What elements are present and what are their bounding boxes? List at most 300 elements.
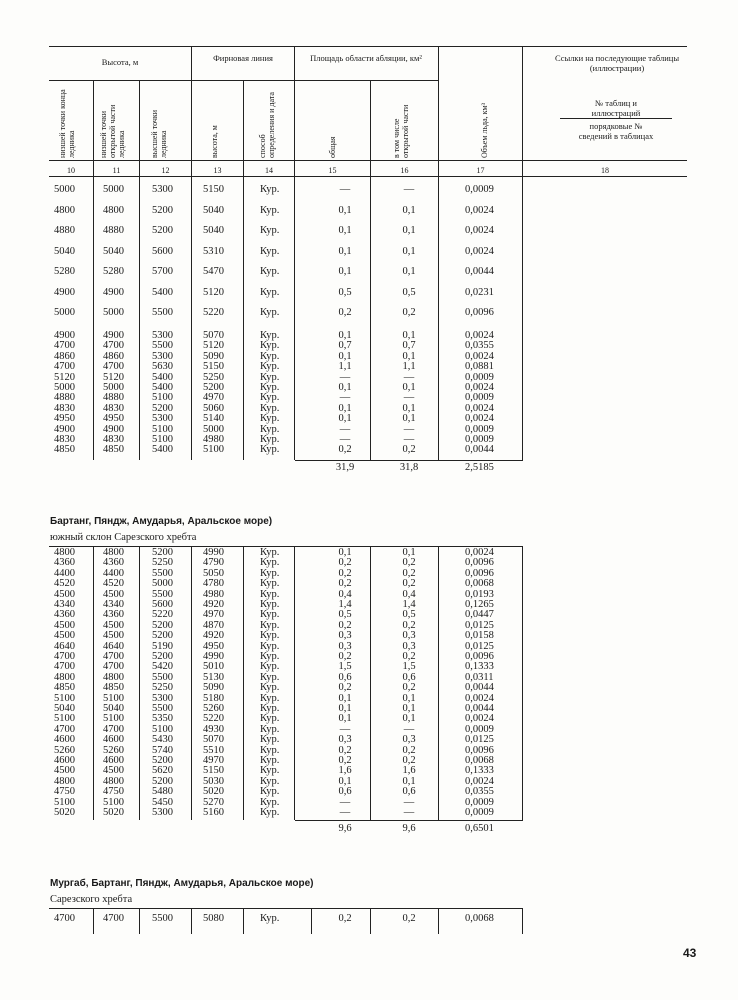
cell-area-open: 0,1 (402, 713, 416, 725)
cell-lowest-end: 5040 (54, 245, 75, 257)
cell-volume: 0,0355 (465, 340, 494, 352)
cell-highest: 5400 (152, 382, 173, 393)
cell-lowest-end: 4500 (54, 588, 75, 600)
cell-method: Кур. (260, 361, 280, 373)
cell-lowest-end: 4500 (54, 619, 75, 631)
cell-highest: 5200 (152, 651, 173, 662)
cell-highest: 5100 (152, 723, 173, 735)
cell-method: Кур. (260, 807, 280, 818)
cell-highest: 5100 (152, 434, 173, 445)
cell-firn-height: 4930 (203, 723, 224, 735)
cell-firn-height: 4920 (203, 630, 224, 642)
cell-lowest-end: 4850 (54, 682, 75, 694)
colnum-16: 16 (400, 166, 409, 175)
cell-volume: 0,0096 (465, 307, 494, 318)
cell-volume: 0,0009 (465, 807, 494, 818)
cell-lowest-open: 4880 (103, 392, 124, 404)
cell-area-total: 0,2 (338, 619, 352, 631)
cell-area-total: 0,1 (338, 204, 352, 216)
b3-vrule-c (191, 908, 192, 934)
cell-highest: 5500 (152, 307, 173, 318)
cell-volume: 0,0009 (465, 392, 494, 404)
cell-lowest-end: 5020 (54, 807, 75, 818)
cell-highest: 5100 (152, 392, 173, 404)
b3-vrule-b (139, 908, 140, 934)
block2-title: Бартанг, Пяндж, Амударья, Аральское море) (50, 516, 273, 527)
cell-area-total: 0,1 (338, 703, 352, 714)
cell-lowest-end: 4500 (54, 630, 75, 642)
cell-highest: 5300 (152, 330, 173, 341)
cell-lowest-open: 5020 (103, 807, 124, 818)
cell-highest: 5600 (152, 245, 173, 257)
refs-subheader-2: порядковые № сведений в таблицах (578, 121, 654, 141)
cell-area-total: 0,1 (338, 413, 352, 425)
cell-area-open: 0,1 (402, 402, 416, 414)
cell-firn-height: 5120 (203, 286, 224, 298)
cell-lowest-end: 4830 (54, 434, 75, 445)
cell-lowest-end: 4850 (54, 444, 75, 456)
cell-lowest-end: 5000 (54, 382, 75, 393)
cell-method: Кур. (260, 651, 280, 662)
cell-lowest-open: 5260 (103, 744, 124, 756)
block2-subtitle: южный склон Сарезского хребта (50, 532, 197, 543)
cell-area-open: 0,2 (402, 744, 416, 756)
cell-lowest-open: 4950 (103, 413, 124, 425)
cell-volume: 0,0125 (465, 734, 494, 746)
cell-lowest-open: 4830 (103, 402, 124, 414)
cell-method: Кур. (260, 713, 280, 725)
firn-group-header: Фирновая линия (213, 53, 273, 63)
cell-lowest-open: 4750 (103, 786, 124, 798)
cell-lowest-end: 4640 (54, 640, 75, 652)
cell-lowest-end: 4360 (54, 557, 75, 569)
cell-firn-height: 5040 (203, 225, 224, 236)
cell-area-open: 0,1 (402, 413, 416, 425)
cell-area-total: 0,1 (338, 402, 352, 414)
vrule-d (243, 80, 244, 460)
cell-method: Кур. (260, 786, 280, 798)
cell-lowest-open: 4520 (103, 578, 124, 590)
cell-highest: 5500 (152, 913, 173, 924)
cell-method: Кур. (260, 204, 280, 216)
page-number: 43 (683, 946, 697, 960)
cell-lowest-end: 4880 (54, 392, 75, 404)
cell-area-open: 0,2 (402, 619, 416, 631)
cell-lowest-open: 4700 (103, 913, 124, 924)
cell-lowest-end: 4800 (54, 775, 75, 787)
cell-firn-height: 5150 (203, 361, 224, 373)
height-group-header: Высота, м (101, 57, 139, 67)
cell-firn-height: 5270 (203, 796, 224, 808)
cell-highest: 5420 (152, 661, 173, 673)
cell-volume: 0,0024 (465, 413, 494, 425)
cell-volume: 0,0096 (465, 651, 494, 662)
cell-volume: 0,0125 (465, 619, 494, 631)
cell-lowest-open: 5100 (103, 692, 124, 704)
cell-firn-height: 5100 (203, 444, 224, 456)
cell-method: Кур. (260, 609, 280, 621)
cell-highest: 5200 (152, 619, 173, 631)
cell-area-open: 0,6 (402, 786, 416, 798)
cell-lowest-open: 4700 (103, 340, 124, 352)
cell-method: Кур. (260, 382, 280, 393)
b3-vrule-f (370, 908, 371, 934)
cell-firn-height: 4970 (203, 609, 224, 621)
cell-lowest-end: 4900 (54, 330, 75, 341)
cell-lowest-open: 4400 (103, 567, 124, 579)
cell-highest: 5200 (152, 547, 173, 558)
cell-firn-height: 5150 (203, 184, 224, 195)
b3-vrule-h (522, 908, 523, 934)
cell-area-open: 1,6 (402, 765, 416, 777)
cell-lowest-open: 4800 (103, 671, 124, 683)
cell-highest: 5400 (152, 371, 173, 383)
cell-lowest-open: 4850 (103, 682, 124, 694)
cell-volume: 0,0044 (465, 682, 494, 694)
col11-header: низшей точки открытой части ледника (99, 104, 126, 158)
cell-lowest-open: 4900 (103, 423, 124, 435)
cell-area-open: 0,3 (402, 630, 416, 642)
colnum-18: 18 (601, 166, 609, 175)
block3-title: Мургаб, Бартанг, Пяндж, Амударья, Аральское море) (50, 878, 314, 889)
cell-lowest-end: 4700 (54, 723, 75, 735)
cell-area-total: — (339, 807, 351, 818)
area-group-rule (295, 80, 438, 81)
cell-lowest-end: 5040 (54, 703, 75, 714)
cell-lowest-open: 4900 (103, 330, 124, 341)
cell-area-open: 0,1 (402, 382, 416, 393)
cell-volume: 0,0024 (465, 204, 494, 216)
cell-lowest-end: 4700 (54, 340, 75, 352)
cell-method: Кур. (260, 671, 280, 683)
block3-top-rule (49, 908, 522, 909)
cell-method: Кур. (260, 557, 280, 569)
cell-method: Кур. (260, 392, 280, 404)
cell-firn-height: 4790 (203, 557, 224, 569)
cell-lowest-open: 4800 (103, 775, 124, 787)
cell-lowest-end: 5280 (54, 266, 75, 277)
cell-firn-height: 5070 (203, 330, 224, 341)
cell-firn-height: 5030 (203, 775, 224, 787)
cell-lowest-open: 4500 (103, 630, 124, 642)
cell-firn-height: 4950 (203, 640, 224, 652)
cell-lowest-end: 4750 (54, 786, 75, 798)
cell-lowest-end: 4500 (54, 765, 75, 777)
cell-area-total: — (339, 423, 351, 435)
col12-header: высшей точки ледника (150, 109, 168, 158)
cell-area-open: — (403, 423, 415, 435)
cell-area-open: — (403, 796, 415, 808)
block2-total-area: 9,6 (338, 823, 352, 834)
colnum-10: 10 (67, 166, 75, 175)
cell-lowest-open: 4880 (103, 225, 124, 236)
cell-method: Кур. (260, 423, 280, 435)
cell-volume: 0,0044 (465, 266, 494, 277)
cell-highest: 5200 (152, 402, 173, 414)
cell-lowest-end: 5100 (54, 796, 75, 808)
cell-area-total: 0,2 (338, 307, 352, 318)
cell-firn-height: 5260 (203, 703, 224, 714)
cell-area-open: 0,1 (402, 350, 416, 362)
cell-lowest-open: 4340 (103, 599, 124, 610)
vrule-e (294, 46, 295, 460)
cell-highest: 5300 (152, 350, 173, 362)
cell-highest: 5350 (152, 713, 173, 725)
cell-highest: 5300 (152, 807, 173, 818)
cell-highest: 5300 (152, 184, 173, 195)
cell-method: Кур. (260, 640, 280, 652)
cell-method: Кур. (260, 547, 280, 558)
cell-highest: 5200 (152, 630, 173, 642)
cell-volume: 0,0024 (465, 382, 494, 393)
cell-area-open: 0,1 (402, 775, 416, 787)
cell-area-open: 0,1 (402, 692, 416, 704)
cell-highest: 5700 (152, 266, 173, 277)
cell-area-open: 0,1 (402, 204, 416, 216)
cell-volume: 0,0009 (465, 371, 494, 383)
cell-firn-height: 4990 (203, 651, 224, 662)
cell-firn-height: 5510 (203, 744, 224, 756)
colnum-13: 13 (213, 166, 222, 175)
cell-volume: 0,0044 (465, 444, 494, 456)
cell-method: Кур. (260, 682, 280, 694)
cell-area-total: 0,1 (338, 713, 352, 725)
cell-area-open: 0,6 (402, 671, 416, 683)
cell-volume: 0,1333 (465, 765, 494, 777)
refs-subrule (560, 118, 672, 119)
cell-area-open: 0,2 (402, 557, 416, 569)
cell-method: Кур. (260, 371, 280, 383)
cell-area-total: 0,1 (338, 330, 352, 341)
cell-lowest-end: 4600 (54, 734, 75, 746)
colnum-bottom-rule (49, 176, 687, 177)
cell-lowest-end: 4700 (54, 651, 75, 662)
cell-volume: 0,0024 (465, 350, 494, 362)
cell-highest: 5220 (152, 609, 173, 621)
cell-volume: 0,0044 (465, 703, 494, 714)
block3-subtitle: Сарезского хребта (50, 894, 133, 905)
vrule-a (93, 80, 94, 460)
cell-lowest-open: 4800 (103, 547, 124, 558)
cell-area-open: 0,5 (402, 286, 416, 298)
cell-area-total: — (339, 184, 351, 195)
block2-total-open: 9,6 (402, 823, 416, 834)
cell-firn-height: 5180 (203, 692, 224, 704)
refs-group-header: Ссылки на последующие таблицы (иллюстрации) (554, 53, 680, 73)
cell-firn-height: 5000 (203, 423, 224, 435)
cell-highest: 5450 (152, 796, 173, 808)
cell-highest: 5740 (152, 744, 173, 756)
cell-method: Кур. (260, 225, 280, 236)
cell-firn-height: 5010 (203, 661, 224, 673)
b3-vrule-e (311, 908, 312, 934)
b2-vrule-h (522, 546, 523, 820)
cell-area-open: 0,2 (402, 578, 416, 590)
cell-area-total: 0,3 (338, 630, 352, 642)
cell-method: Кур. (260, 775, 280, 787)
cell-method: Кур. (260, 184, 280, 195)
cell-area-total: 0,1 (338, 382, 352, 393)
cell-highest: 5500 (152, 671, 173, 683)
col16-header: в том числе открытой части (392, 104, 410, 158)
cell-volume: 0,0009 (465, 184, 494, 195)
cell-highest: 5400 (152, 286, 173, 298)
b2-vrule-a (93, 546, 94, 820)
vrule-g (438, 46, 439, 460)
cell-firn-height: 4970 (203, 755, 224, 766)
cell-firn-height: 5220 (203, 307, 224, 318)
cell-lowest-open: 4360 (103, 609, 124, 621)
cell-area-open: 0,5 (402, 609, 416, 621)
cell-volume: 0,0068 (465, 755, 494, 766)
cell-method: Кур. (260, 413, 280, 425)
cell-area-total: 0,1 (338, 245, 352, 257)
cell-firn-height: 5470 (203, 266, 224, 277)
cell-volume: 0,0024 (465, 245, 494, 257)
cell-volume: 0,0024 (465, 692, 494, 704)
cell-method: Кур. (260, 340, 280, 352)
cell-method: Кур. (260, 630, 280, 642)
cell-highest: 5480 (152, 786, 173, 798)
cell-lowest-end: 5000 (54, 307, 75, 318)
cell-firn-height: 5120 (203, 340, 224, 352)
vrule-c (191, 46, 192, 460)
cell-firn-height: 5090 (203, 682, 224, 694)
b2-vrule-e (294, 546, 295, 820)
cell-highest: 5500 (152, 703, 173, 714)
table-top-rule (49, 46, 687, 47)
cell-highest: 5300 (152, 413, 173, 425)
cell-area-total: 0,2 (338, 557, 352, 569)
cell-volume: 0,0447 (465, 609, 494, 621)
cell-method: Кур. (260, 266, 280, 277)
vrule-h (522, 46, 523, 460)
cell-lowest-end: 5120 (54, 371, 75, 383)
cell-volume: 0,0096 (465, 744, 494, 756)
cell-area-total: 0,2 (338, 651, 352, 662)
cell-area-open: 0,2 (402, 307, 416, 318)
block2-total-rule (295, 820, 523, 821)
block2-total-volume: 0,6501 (465, 823, 494, 834)
cell-area-total: 0,2 (338, 755, 352, 766)
cell-volume: 0,0193 (465, 588, 494, 600)
cell-volume: 0,0009 (465, 796, 494, 808)
cell-firn-height: 4920 (203, 599, 224, 610)
cell-lowest-end: 5100 (54, 713, 75, 725)
cell-area-open: 0,4 (402, 588, 416, 600)
cell-volume: 0,0024 (465, 402, 494, 414)
cell-lowest-end: 5000 (54, 184, 75, 195)
cell-volume: 0,0231 (465, 286, 494, 298)
cell-highest: 5400 (152, 444, 173, 456)
cell-lowest-open: 4860 (103, 350, 124, 362)
cell-lowest-open: 5280 (103, 266, 124, 277)
cell-volume: 0,0125 (465, 640, 494, 652)
cell-lowest-open: 4800 (103, 204, 124, 216)
cell-firn-height: 5250 (203, 371, 224, 383)
cell-area-open: 0,1 (402, 266, 416, 277)
cell-firn-height: 4780 (203, 578, 224, 590)
cell-method: Кур. (260, 578, 280, 590)
cell-firn-height: 5040 (203, 204, 224, 216)
cell-method: Кур. (260, 661, 280, 673)
cell-area-total: — (339, 392, 351, 404)
cell-area-open: 0,2 (402, 682, 416, 694)
cell-firn-height: 5310 (203, 245, 224, 257)
cell-volume: 0,1333 (465, 661, 494, 673)
cell-area-total: 1,5 (338, 661, 352, 673)
b2-vrule-c (191, 546, 192, 820)
cell-highest: 5500 (152, 588, 173, 600)
cell-area-total: 0,1 (338, 266, 352, 277)
cell-method: Кур. (260, 286, 280, 298)
cell-volume: 0,0068 (465, 578, 494, 590)
cell-area-total: 0,2 (338, 444, 352, 456)
cell-volume: 0,0009 (465, 723, 494, 735)
cell-volume: 0,0024 (465, 225, 494, 236)
cell-firn-height: 5140 (203, 413, 224, 425)
b2-vrule-f (370, 546, 371, 820)
cell-lowest-end: 4520 (54, 578, 75, 590)
cell-highest: 5620 (152, 765, 173, 777)
cell-area-open: 1,1 (402, 361, 416, 373)
cell-method: Кур. (260, 588, 280, 600)
cell-firn-height: 5060 (203, 402, 224, 414)
cell-lowest-end: 4400 (54, 567, 75, 579)
cell-method: Кур. (260, 307, 280, 318)
cell-lowest-open: 4360 (103, 557, 124, 569)
cell-area-open: 0,1 (402, 245, 416, 257)
cell-lowest-end: 4700 (54, 361, 75, 373)
cell-volume: 0,0009 (465, 423, 494, 435)
cell-area-open: — (403, 184, 415, 195)
cell-area-open: — (403, 392, 415, 404)
cell-method: Кур. (260, 692, 280, 704)
cell-method: Кур. (260, 619, 280, 631)
colnum-17: 17 (476, 166, 485, 175)
cell-lowest-open: 4600 (103, 755, 124, 766)
cell-firn-height: 5160 (203, 807, 224, 818)
b2-vrule-d (243, 546, 244, 820)
cell-area-total: 0,1 (338, 547, 352, 558)
vrule-f (370, 80, 371, 460)
cell-area-total: 0,2 (338, 567, 352, 579)
cell-firn-height: 4870 (203, 619, 224, 631)
cell-volume: 0,0009 (465, 434, 494, 445)
cell-lowest-open: 4500 (103, 588, 124, 600)
cell-firn-height: 4970 (203, 392, 224, 404)
cell-volume: 0,0024 (465, 330, 494, 341)
cell-lowest-end: 4800 (54, 547, 75, 558)
cell-area-open: 0,2 (402, 755, 416, 766)
cell-firn-height: 4980 (203, 434, 224, 445)
col14-header: способ определения и дата (258, 92, 276, 158)
cell-area-total: 0,2 (338, 744, 352, 756)
colnum-11: 11 (112, 166, 121, 175)
cell-area-total: 1,4 (338, 599, 352, 610)
cell-highest: 5000 (152, 578, 173, 590)
cell-lowest-open: 4700 (103, 361, 124, 373)
col15-header: общая (328, 136, 337, 158)
cell-area-total: 0,4 (338, 588, 352, 600)
cell-firn-height: 5200 (203, 382, 224, 393)
cell-highest: 5200 (152, 225, 173, 236)
cell-area-open: 0,3 (402, 734, 416, 746)
cell-volume: 0,0158 (465, 630, 494, 642)
cell-firn-height: 5070 (203, 734, 224, 746)
cell-area-open: 1,4 (402, 599, 416, 610)
cell-lowest-open: 4640 (103, 640, 124, 652)
